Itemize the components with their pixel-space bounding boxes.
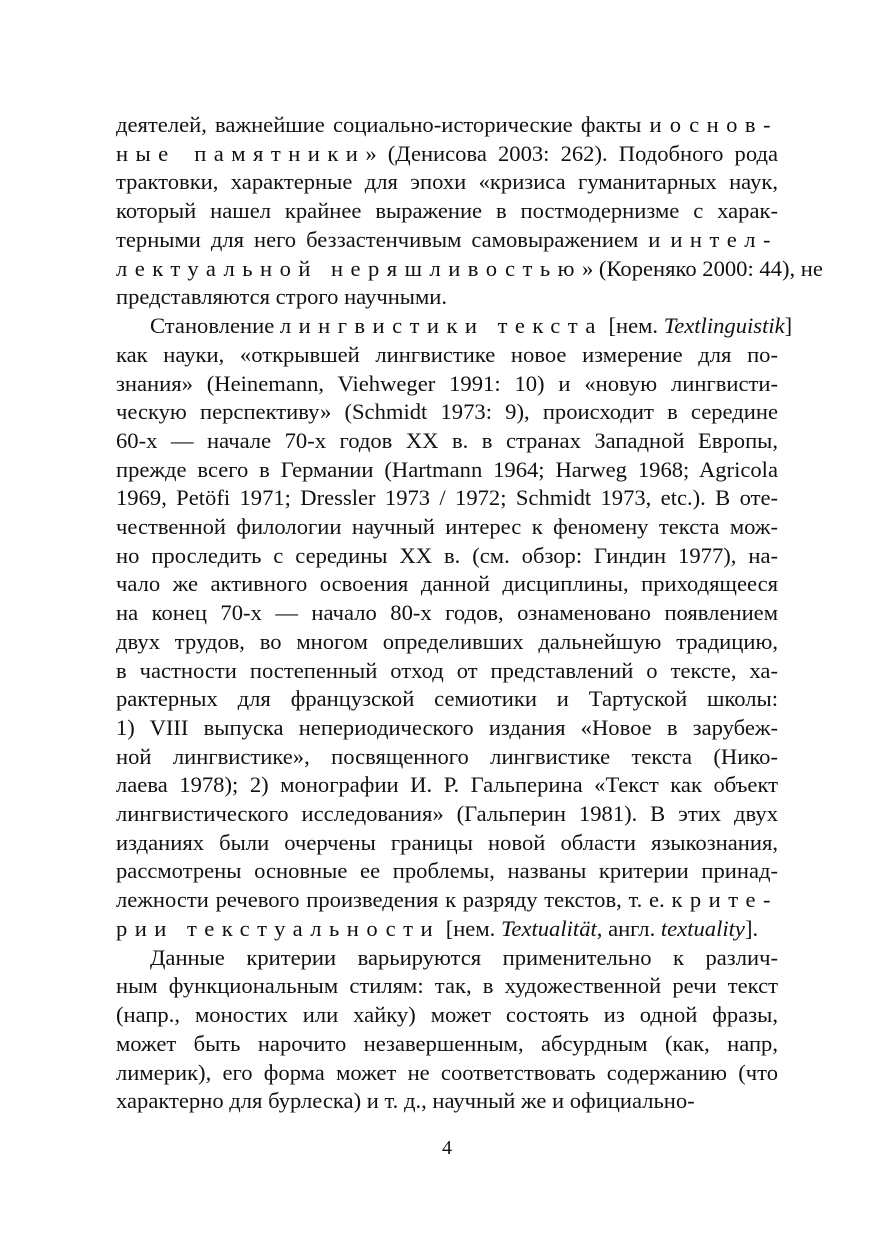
text-line: [116, 513, 778, 542]
text-segment: 1) VIII выпуска непериодического издания «Новое в зарубеж-: [116, 714, 778, 740]
text-segment: 1969, Petöfi 1971; Dressler 1973 / 1972; Schmidt 1973, etc.). В оте-: [116, 485, 778, 511]
text-line: [116, 800, 778, 829]
page-number: 4: [442, 1137, 452, 1159]
text-line: [116, 255, 823, 284]
text-segment: [нем.: [602, 313, 664, 339]
text-segment: который нашел крайнее выражение в постмодернизме с харак-: [116, 198, 778, 224]
spaced-term: крите-: [671, 887, 778, 913]
text-line: [116, 312, 793, 341]
italic-term: textuality: [660, 915, 745, 941]
text-segment: лаева 1978); 2) монографии И. Р. Гальперина «Текст как объект: [116, 772, 778, 798]
italic-term: Textlinguistik: [663, 313, 785, 339]
text-segment: прежде всего в Германии (Hartmann 1964; Harweg 1968; Agricola: [116, 456, 778, 482]
text-line: [116, 1087, 778, 1116]
text-line: [116, 341, 778, 370]
text-segment: чественной филологии научный интерес к феномену текста мож-: [116, 514, 778, 539]
text-line: [116, 1001, 778, 1030]
text-segment: лимерик), его форма может не соответствовать содержанию (что: [116, 1059, 778, 1085]
text-line: [116, 197, 778, 226]
text-segment: ной лингвистике», посвященного лингвистике текста (Нико-: [116, 743, 778, 769]
text-line: [116, 542, 778, 571]
text-line: [116, 570, 778, 599]
text-line: [116, 283, 778, 312]
text-segment: двух трудов, во многом определивших дальнейшую традицию,: [116, 628, 778, 654]
text-segment: ческую перспективу» (Schmidt 1973: 9), происходит в середине: [116, 399, 778, 425]
text-line: [116, 111, 778, 140]
text-line: [116, 140, 778, 169]
text-line: [116, 370, 778, 399]
text-segment: 60-х — начале 70-х годов XX в. в странах Западной Европы,: [116, 427, 778, 453]
text-line: [116, 1030, 778, 1059]
document-page: [116, 0, 823, 1241]
text-segment: рактерных для французской семиотики и Тартуской школы:: [116, 686, 778, 712]
text-line: [116, 456, 778, 485]
text-line: [116, 972, 778, 1001]
text-segment: в частности постепенный отход от представлений о тексте, ха-: [116, 657, 778, 683]
text-line: [116, 829, 778, 858]
text-segment: чало же активного освоения данной дисциплины, приходящееся: [116, 571, 778, 597]
text-segment: представляются строго научными.: [116, 284, 448, 310]
text-line: [116, 657, 778, 686]
text-segment: терными для него беззастенчивым самовыражением и: [116, 226, 671, 252]
text-segment: деятелей, важнейшие социально-исторические факты и: [116, 112, 670, 137]
text-line: [116, 714, 778, 743]
text-line: [116, 857, 778, 886]
text-segment: лингвистического исследования» (Гальперин 1981). В этих двух: [116, 801, 778, 826]
spaced-term: рии текстуальности: [116, 915, 441, 941]
text-line: [116, 427, 778, 456]
text-segment: но проследить с середины XX в. (см. обзор: Гиндин 1977), на-: [116, 542, 778, 568]
text-segment: ].: [744, 915, 759, 941]
text-segment: [нем.: [440, 915, 501, 941]
text-segment: Становление: [150, 313, 280, 339]
text-segment: лежности речевого произведения к разряду текстов, т. е.: [116, 887, 672, 913]
text-line: [116, 226, 778, 255]
text-segment: ным функциональным стилям: так, в художественной речи текст: [116, 973, 778, 999]
text-segment: как науки, «открывшей лингвистике новое измерение для по-: [116, 341, 778, 367]
text-line: [116, 168, 778, 197]
text-line: [116, 915, 778, 944]
text-segment: рассмотрены основные ее проблемы, названы критерии принад-: [116, 858, 778, 884]
text-segment: (напр., моностих или хайку) может состоять из одной фразы,: [116, 1002, 778, 1028]
italic-term: Textualität: [500, 915, 597, 941]
text-segment: ]: [784, 313, 793, 339]
text-line: [116, 484, 778, 513]
text-line: [116, 628, 778, 657]
text-segment: , англ.: [596, 915, 661, 941]
text-line: [116, 771, 778, 800]
text-segment: может быть нарочито незавершенным, абсурдным (как, напр,: [116, 1030, 778, 1056]
text-segment: » (Кореняко 2000: 44), не: [581, 255, 823, 281]
spaced-term: основ-: [669, 112, 778, 137]
text-line: [116, 886, 778, 915]
text-line: [116, 599, 778, 628]
spaced-term: лектуальной неряшливостью: [116, 255, 582, 281]
text-line: [116, 398, 778, 427]
text-segment: трактовки, характерные для эпохи «кризиса гуманитарных наук,: [116, 169, 778, 195]
text-line: [116, 743, 778, 772]
text-line: [116, 1059, 778, 1088]
text-line: [116, 944, 778, 973]
text-segment: Данные критерии варьируются применительно к различ-: [150, 944, 778, 970]
text-segment: » (Денисова 2003: 262). Подобного рода: [365, 140, 778, 166]
text-segment: знания» (Heinemann, Viehweger 1991: 10) и «новую лингвисти-: [116, 370, 778, 396]
text-segment: характерно для бурлеска) и т. д., научный же и официально-: [116, 1088, 695, 1114]
text-line: [116, 685, 778, 714]
text-segment: на конец 70-х — начало 80-х годов, ознаменовано появлением: [116, 600, 778, 626]
text-segment: изданиях были очерчены границы новой области языкознания,: [116, 829, 778, 855]
spaced-term: лингвистики текста: [279, 313, 603, 339]
spaced-term: интел-: [670, 226, 778, 252]
spaced-term: ные памятники: [116, 140, 366, 166]
